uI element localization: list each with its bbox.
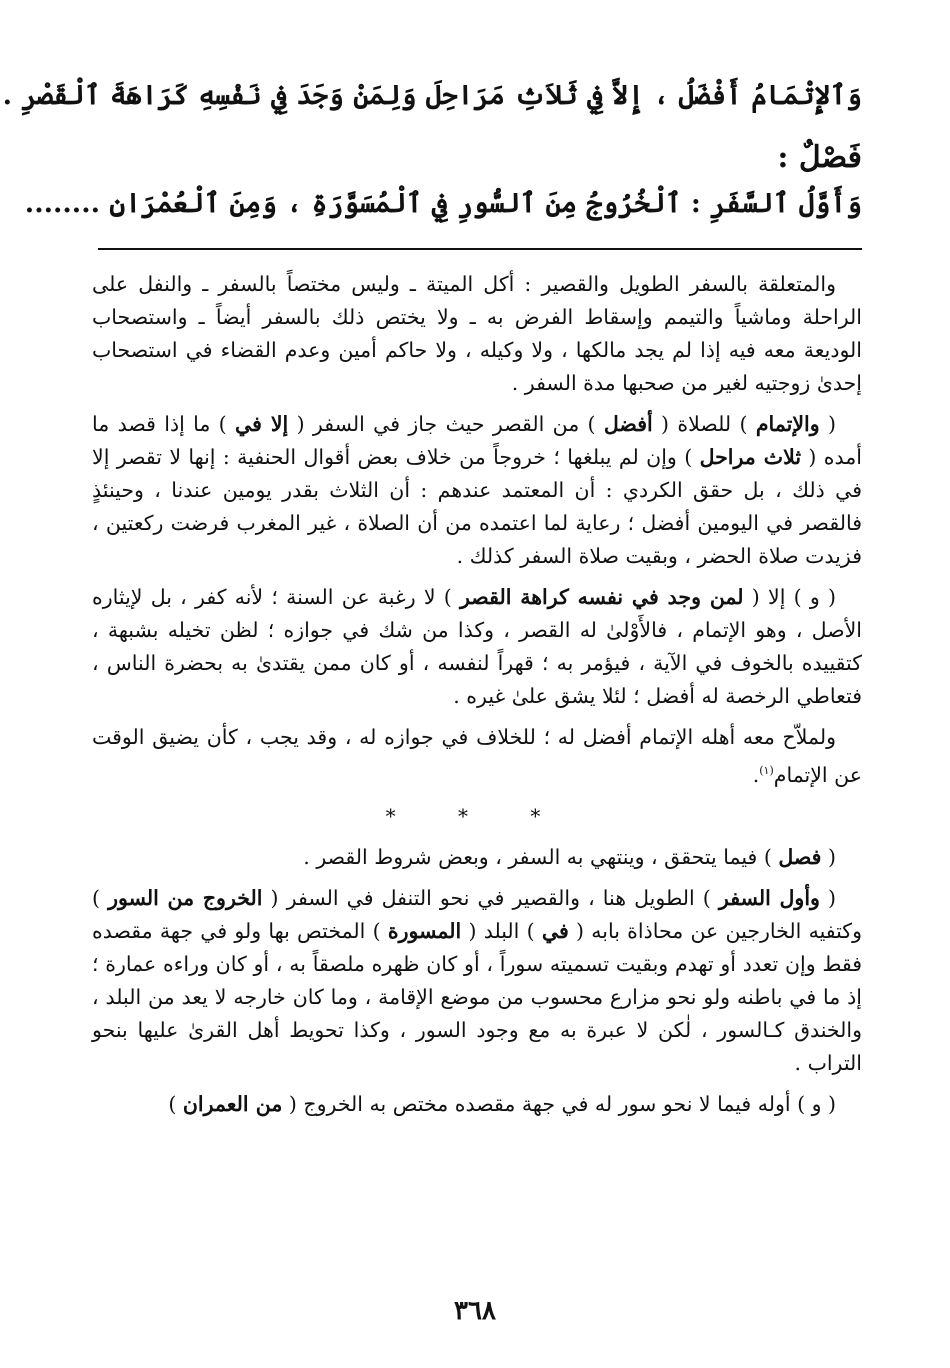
text-run: ) وكتفيه الخارجين عن محاذاة بابه ( <box>92 885 862 943</box>
text-run: ) البلد ( <box>461 918 542 943</box>
text-run: ) لا رغبة عن السنة ؛ لأنه كفر ، بل لإيثاره الأصل ، وهو الإتمام ، فالأَوْلىٰ له القصر ، وكذا من شك في جوازه ؛ لظن تخيله بشبهة ، كتقييده بالخوف في الآية ، فيؤمر به ؛ قهراً لنفسه ، أو كان ممن يقتدىٰ به بحضرة الناس ، فتعاطي الرخصة له أفضل ؛ لئلا يشق علىٰ غيره . <box>92 585 862 708</box>
text-run: ) وإن لم يبلغها ؛ خروجاً من خلاف بعض أقوال الحنفية : إنها لا تقصر إلا في ذلك ، بل حقق الكردي : أن المعتمد عندهم : أن الثلاث بقدر يومين عندنا ، وحينئذٍ فالقصر في اليومين أفضل ؛ رعاية لما اعتمده من أن الصلاة ، غير المغرب فرضت ركعتين ، فزيدت صلاة الحضر ، وبقيت صلاة السفر كذلك . <box>92 445 862 568</box>
text-run: ) الطويل هنا ، والقصير في نحو التنفل في السفر ( <box>262 885 719 910</box>
matn-line: وَٱلإِتْمَامُ أَفْضَلُ ، إِلاَّ فِي ثَلاَثِ مَرَاحِلَ وَلِمَنْ وَجَدَ فِي نَفْسِهِ كَرَاهَةَ ٱلْقَصْرِ . <box>2 80 862 111</box>
text-run: . <box>752 762 760 787</box>
quoted-matn: المسورة <box>387 918 462 943</box>
text-run: ) من القصر حيث جاز في السفر ( <box>288 412 604 436</box>
paragraph-text: والمتعلقة بالسفر الطويل والقصير : أكل الميتة ـ وليس مختصاً بالسفر ـ والنفل على الراحلة وماشياً والتيمم وإسقاط الفرض به ـ ولا يختص ذلك بالسفر أيضاً ـ واستصحاب الوديعة معه فيه إذا لم يجد مالكها ، ولا وكيله ، ولا حاكم أمين وعدم القضاء في استصحاب إحدىٰ زوجتيه لغير من صحبها مدة السفر . <box>92 272 862 395</box>
quoted-matn: الخروج من السور <box>108 885 263 910</box>
section-separator: * * * <box>385 803 569 828</box>
text-run: ( و ) إلا ( <box>743 585 836 609</box>
text-run: ) للصلاة ( <box>652 412 756 436</box>
text-run: ) ما إذا قصد ما أمده ( <box>92 412 862 469</box>
quoted-matn: إلا في <box>235 412 289 436</box>
commentary-paragraph <box>92 1088 862 1121</box>
footnote-marker[interactable]: (١) <box>759 764 774 777</box>
quoted-matn: ثلاث مراحل <box>699 445 802 469</box>
quoted-matn: لمن وجد في نفسه كراهة القصر <box>460 585 744 609</box>
quoted-matn: وأول السفر <box>718 885 820 910</box>
quoted-matn: والإتمام <box>755 412 820 436</box>
text-run: ( <box>821 844 836 869</box>
commentary-paragraph <box>92 721 862 792</box>
text-run: ) فيما يتحقق ، وينتهي به السفر ، وبعض شروط القصر . <box>303 844 779 869</box>
commentary-paragraph <box>92 268 862 400</box>
quoted-matn: في <box>541 918 569 943</box>
section-heading: فَصْلٌ : <box>777 140 862 175</box>
commentary-body <box>92 268 862 1129</box>
text-run: ( <box>819 885 837 910</box>
matn-line: وَأَوَّلُ ٱلسَّفَرِ : ٱلْخُرُوجُ مِنَ ٱلسُّورِ فِي ٱلْمُسَوَّرَةِ ، وَمِنَ ٱلْعُمْرَانِ ........ <box>24 188 862 219</box>
text-run: ) <box>168 1091 183 1116</box>
quoted-matn: من العمران <box>182 1091 283 1116</box>
commentary-paragraph <box>92 882 862 1080</box>
text-run: ( و ) أوله فيما لا نحو سور له في جهة مقصده مختص به الخروج ( <box>282 1091 836 1116</box>
commentary-paragraph <box>92 841 862 874</box>
commentary-paragraph <box>92 581 862 713</box>
commentary-paragraph <box>92 408 862 573</box>
quoted-matn: فصل <box>778 844 822 869</box>
paragraph-text: ولملاّح معه أهله الإتمام أفضل له ؛ للخلاف في جوازه له ، وقد يجب ، كأن يضيق الوقت عن الإتمام <box>92 725 862 787</box>
page-number: ٣٦٨ <box>454 1296 496 1326</box>
divider-rule <box>98 248 862 250</box>
text-run: ) المختص بها ولو في جهة مقصده فقط وإن تعدد أو تهدم وبقيت تسميته سوراً ، أو كان ظهره ملصقاً به ، أو كان وراءه عمارة ؛ إذ ما في باطنه ولو نحو مزارع محسوب من موضع الإقامة ، وما كان خارجه لا يعد من البلد ، والخندق كـالسور ، لٰكن لا عبرة به مع وجود السور ، وكذا تحويط أهل القرىٰ عليها بنحو التراب . <box>92 918 862 1075</box>
text-run: ( <box>819 412 836 436</box>
quoted-matn: أفضل <box>603 412 653 436</box>
